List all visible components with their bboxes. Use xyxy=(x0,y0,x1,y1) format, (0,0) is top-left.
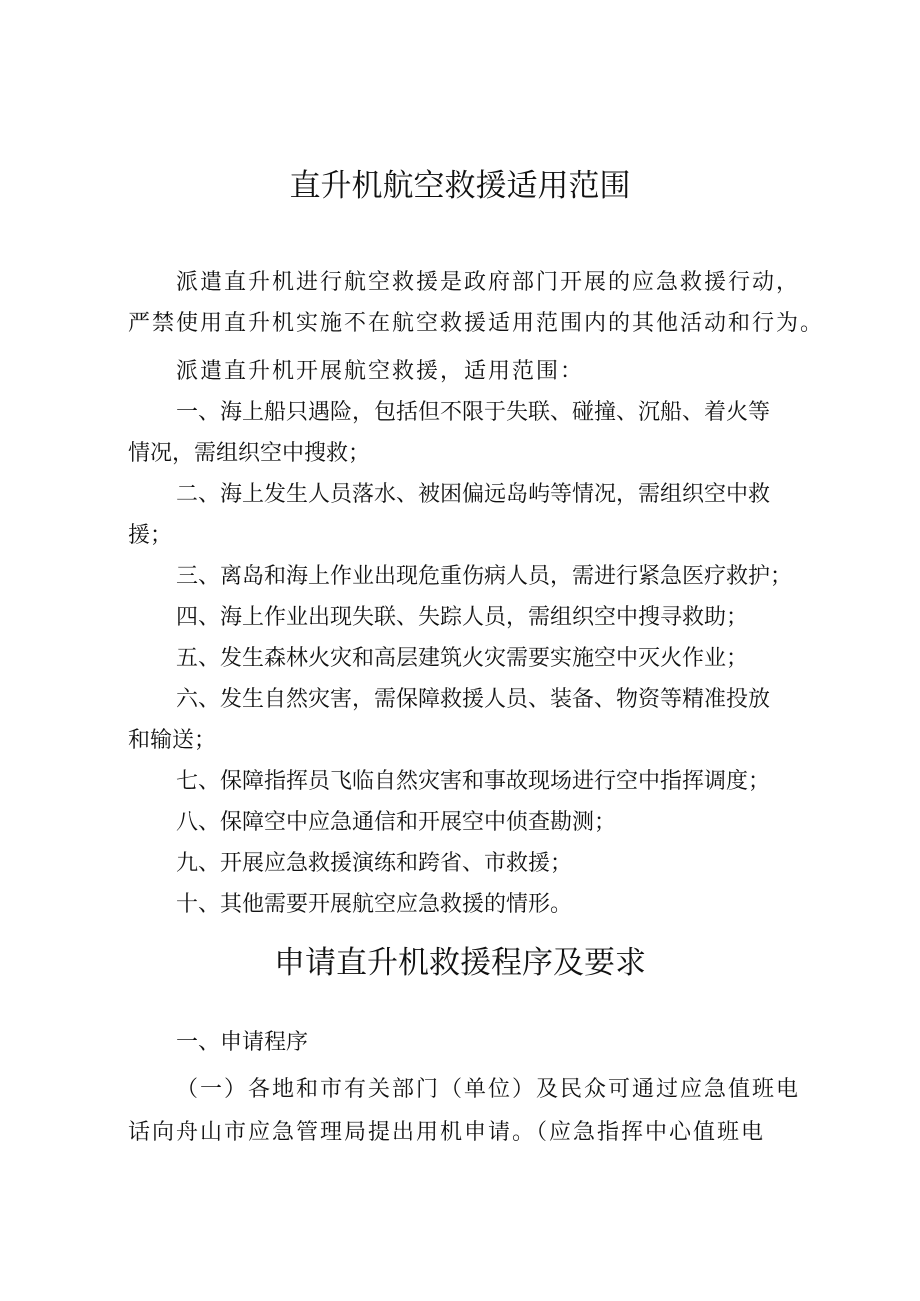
scope-item-5: 五、发生森林火灾和高层建筑火灾需要实施空中灭火作业； xyxy=(176,646,749,671)
intro-line-1: 派遣直升机进行航空救援是政府部门开展的应急救援行动， xyxy=(176,270,801,295)
scope-item-6-line-2: 和输送； xyxy=(128,728,217,753)
scope-item-3: 三、离岛和海上作业出现危重伤病人员，需进行紧急医疗救护； xyxy=(176,564,793,589)
scope-item-1-line-1: 一、海上船只遇险，包括但不限于失联、碰撞、沉船、着火等 xyxy=(176,400,771,425)
section-1-heading: 一、申请程序 xyxy=(176,1030,309,1055)
scope-item-10: 十、其他需要开展航空应急救援的情形。 xyxy=(176,892,573,917)
scope-item-7: 七、保障指挥员飞临自然灾害和事故现场进行空中指挥调度； xyxy=(176,769,771,794)
scope-item-1-line-2: 情况，需组织空中搜救； xyxy=(128,441,371,466)
page-title: 直升机航空救援适用范围 xyxy=(289,168,631,204)
scope-item-9: 九、开展应急救援演练和跨省、市救援； xyxy=(176,851,573,876)
section-1-line-1: （一）各地和市有关部门（单位）及民众可通过应急值班电 xyxy=(176,1077,801,1102)
scope-item-2-line-2: 援； xyxy=(128,523,173,548)
intro-line-2: 严禁使用直升机实施不在航空救援适用范围内的其他活动和行为。 xyxy=(128,311,825,336)
scope-item-2-line-1: 二、海上发生人员落水、被困偏远岛屿等情况，需组织空中救 xyxy=(176,482,771,507)
section-1-line-2: 话向舟山市应急管理局提出用机申请。（应急指挥中心值班电 xyxy=(128,1120,766,1145)
scope-item-6-line-1: 六、发生自然灾害，需保障救援人员、装备、物资等精准投放 xyxy=(176,687,771,712)
scope-item-8: 八、保障空中应急通信和开展空中侦查勘测； xyxy=(176,810,617,835)
section-title: 申请直升机救援程序及要求 xyxy=(274,945,646,981)
scope-item-4: 四、海上作业出现失联、失踪人员，需组织空中搜寻救助； xyxy=(176,605,749,630)
scope-lead: 派遣直升机开展航空救援，适用范围： xyxy=(176,359,585,384)
